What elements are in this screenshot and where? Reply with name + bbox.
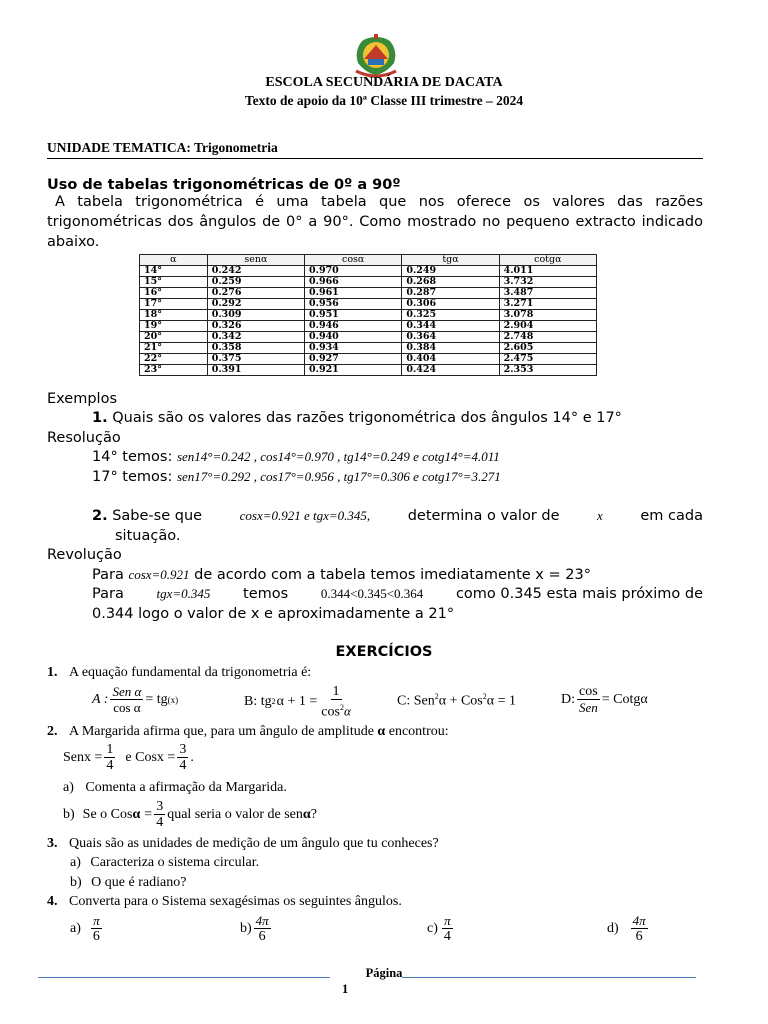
question-mark: ? bbox=[310, 806, 317, 822]
exercise-2a bbox=[63, 780, 287, 796]
table-row bbox=[140, 365, 597, 376]
table-cell: 0.961 bbox=[305, 288, 402, 299]
senx-label: Senx = bbox=[63, 749, 103, 765]
table-cell: 2.605 bbox=[499, 343, 596, 354]
table-cell: 0.966 bbox=[305, 277, 402, 288]
option-c-sup-2: 2 bbox=[482, 692, 487, 701]
header-cell: tgα bbox=[402, 255, 499, 266]
table-cell: 0.292 bbox=[207, 299, 304, 310]
exercise-2b-text-a: Se o Cos bbox=[82, 806, 133, 822]
example-2-text-c: em cada bbox=[640, 508, 703, 524]
solution-2-text-d: 0.344 logo o valor de x e aproximadamente a 21° bbox=[92, 606, 455, 622]
option-b-den-var: α bbox=[343, 703, 351, 719]
resolution-label: Resolução bbox=[47, 430, 121, 446]
exercise-3-question bbox=[47, 836, 439, 852]
alpha-symbol: α bbox=[377, 724, 386, 739]
table-cell: 17° bbox=[140, 299, 208, 310]
option-d-rhs: = Cotgα bbox=[601, 691, 648, 707]
table-cell: 20° bbox=[140, 332, 208, 343]
school-name: ESCOLA SECUNDÁRIA DE DACATA bbox=[265, 75, 503, 90]
exercise-3b bbox=[70, 875, 186, 891]
exercise-4d-label: d) bbox=[607, 920, 619, 936]
table-cell: 2.748 bbox=[499, 332, 596, 343]
table-cell: 0.946 bbox=[305, 321, 402, 332]
exercise-1-option-d bbox=[561, 684, 648, 715]
unit-title: UNIDADE TEMATICA: Trigonometria bbox=[47, 140, 278, 155]
trig-values-table bbox=[139, 254, 597, 376]
table-row bbox=[140, 310, 597, 321]
table-cell: 2.353 bbox=[499, 365, 596, 376]
exercise-2b-label: b) bbox=[63, 806, 75, 822]
table-cell: 0.358 bbox=[207, 343, 304, 354]
option-a-numerator: Sen α bbox=[112, 684, 142, 699]
option-b-numerator: 1 bbox=[332, 684, 340, 699]
example-1-text: Quais são os valores das razões trigonométrica dos ângulos 14° e 17° bbox=[112, 410, 622, 426]
table-cell: 19° bbox=[140, 321, 208, 332]
exercise-4a-label: a) bbox=[70, 920, 81, 936]
exercise-4b-label: b) bbox=[240, 920, 252, 936]
table-cell: 0.956 bbox=[305, 299, 402, 310]
exercise-2b bbox=[63, 799, 317, 830]
table-cell: 2.475 bbox=[499, 354, 596, 365]
option-b-label: B: tg bbox=[244, 693, 272, 709]
exercise-2b-numerator: 3 bbox=[156, 799, 164, 814]
option-b-sup: 2 bbox=[271, 697, 276, 707]
table-header-row bbox=[140, 255, 597, 266]
header-cell: senα bbox=[207, 255, 304, 266]
table-cell: 0.940 bbox=[305, 332, 402, 343]
option-d-denominator: Sen bbox=[579, 700, 598, 715]
table-cell: 2.904 bbox=[499, 321, 596, 332]
solution-1-math: cosx=0.921 bbox=[128, 567, 190, 582]
table-row bbox=[140, 277, 597, 288]
table-cell: 0.306 bbox=[402, 299, 499, 310]
exercise-2b-text-b: qual seria o valor de sen bbox=[167, 806, 303, 822]
table-cell: 0.326 bbox=[207, 321, 304, 332]
exercise-4c-numerator: π bbox=[444, 913, 451, 928]
exercise-3a-text: Caracteriza o sistema circular. bbox=[90, 855, 260, 870]
table-cell: 0.384 bbox=[402, 343, 499, 354]
solution-line-2 bbox=[92, 584, 703, 604]
option-d-label: D: bbox=[561, 691, 575, 707]
table-cell: 0.249 bbox=[402, 266, 499, 277]
table-cell: 16° bbox=[140, 288, 208, 299]
table-cell: 15° bbox=[140, 277, 208, 288]
table-cell: 0.344 bbox=[402, 321, 499, 332]
table-row bbox=[140, 343, 597, 354]
exercise-4b-numerator: 4π bbox=[255, 913, 269, 928]
table-cell: 21° bbox=[140, 343, 208, 354]
table-cell: 0.276 bbox=[207, 288, 304, 299]
example-2-number: 2. bbox=[92, 508, 108, 524]
examples-label: Exemplos bbox=[47, 391, 118, 407]
table-cell: 3.271 bbox=[499, 299, 596, 310]
exercise-4-text: Converta para o Sistema sexagésimas os seguintes ângulos. bbox=[69, 894, 402, 909]
example-2-text-d: situação. bbox=[115, 528, 181, 544]
exercise-1-option-b bbox=[244, 684, 355, 720]
exercise-3b-label: b) bbox=[70, 875, 82, 890]
exercise-4d bbox=[607, 913, 650, 944]
example-1-question bbox=[92, 408, 622, 428]
option-a-denominator: cos α bbox=[113, 700, 141, 715]
exercise-2-text-a: A Margarida afirma que, para um ângulo de amplitude bbox=[69, 724, 374, 739]
resolution-17-math: sen17°=0.292 , cos17°=0.956 , tg17°=0.306 e cotg17°=3.271 bbox=[176, 469, 501, 484]
exercise-2-values bbox=[63, 742, 194, 773]
table-row bbox=[140, 299, 597, 310]
table-cell: 0.364 bbox=[402, 332, 499, 343]
table-cell: 0.404 bbox=[402, 354, 499, 365]
cosx-denominator: 4 bbox=[179, 758, 187, 773]
option-c-mid: α + Cos bbox=[438, 693, 483, 709]
exercise-4c-denominator: 4 bbox=[443, 929, 451, 944]
exercise-4a-numerator: π bbox=[93, 913, 100, 928]
header-cell: cosα bbox=[305, 255, 402, 266]
exercise-4d-numerator: 4π bbox=[632, 913, 646, 928]
footer-line-left bbox=[38, 977, 330, 978]
exercise-4c-label: c) bbox=[427, 920, 438, 936]
option-c-sup-1: 2 bbox=[434, 692, 439, 701]
table-cell: 0.951 bbox=[305, 310, 402, 321]
option-b-mid: α + 1 = bbox=[276, 693, 318, 709]
option-c-end: α = 1 bbox=[486, 693, 516, 709]
solution-2-inequality: 0.344<0.345<0.364 bbox=[320, 586, 424, 601]
table-cell: 22° bbox=[140, 354, 208, 365]
exercise-2-text-b: encontrou: bbox=[388, 724, 449, 739]
intro-text: A tabela trigonométrica é uma tabela que nos oferece os valores das razões trigonométricas dos ângulos de 0° a 90°. Como mostrado no pequeno extracto indicado abaixo. bbox=[47, 194, 703, 250]
resolution-14-math: sen14°=0.242 , cos14°=0.970 , tg14°=0.249 e cotg14°=4.011 bbox=[176, 449, 500, 464]
exercises-title: EXERCÍCIOS bbox=[335, 644, 433, 660]
solution-1-text-b: de acordo com a tabela temos imediatamente x = 23° bbox=[194, 567, 591, 583]
exercise-2a-text: Comenta a afirmação da Margarida. bbox=[85, 780, 287, 795]
exercise-2-question bbox=[47, 724, 449, 740]
exercise-3a-label: a) bbox=[70, 855, 81, 870]
table-cell: 0.970 bbox=[305, 266, 402, 277]
exercise-4c bbox=[427, 913, 455, 944]
resolution-17-label: 17° temos: bbox=[92, 469, 173, 485]
table-cell: 3.487 bbox=[499, 288, 596, 299]
page-footer bbox=[320, 965, 448, 997]
alpha-symbol: α bbox=[302, 806, 311, 822]
option-a-label: A : bbox=[92, 691, 109, 707]
document-subtitle: Texto de apoio da 10ª Classe III trimestre – 2024 bbox=[244, 93, 524, 108]
solution-2-text-b: temos bbox=[243, 586, 289, 602]
option-c-label: C: Sen bbox=[397, 693, 435, 709]
option-b-denominator: cos bbox=[321, 704, 340, 720]
table-row bbox=[140, 288, 597, 299]
example-2-text-a: Sabe-se que bbox=[112, 508, 203, 524]
solution-2-text-a: Para bbox=[92, 586, 124, 602]
exercise-4-question bbox=[47, 894, 402, 910]
solution-2-math: tgx=0.345 bbox=[156, 586, 211, 601]
exercise-4a-denominator: 6 bbox=[92, 929, 100, 944]
table-cell: 0.309 bbox=[207, 310, 304, 321]
table-cell: 18° bbox=[140, 310, 208, 321]
exercise-1-text: A equação fundamental da trigonometria é: bbox=[69, 665, 312, 680]
example-2-text-b: determina o valor de bbox=[407, 508, 560, 524]
page-number: 1 bbox=[342, 982, 349, 996]
table-cell: 0.259 bbox=[207, 277, 304, 288]
exercise-1-question bbox=[47, 665, 311, 681]
table-cell: 0.342 bbox=[207, 332, 304, 343]
resolution-line-17 bbox=[92, 467, 501, 487]
page-label: Página bbox=[365, 966, 403, 980]
table-row bbox=[140, 332, 597, 343]
table-cell: 0.325 bbox=[402, 310, 499, 321]
cosx-label: e Cosx = bbox=[125, 749, 176, 765]
horizontal-divider bbox=[47, 158, 703, 159]
table-cell: 4.011 bbox=[499, 266, 596, 277]
solution-line-1 bbox=[92, 565, 591, 585]
exercise-1-option-a bbox=[92, 684, 178, 715]
exercise-3b-text: O que é radiano? bbox=[91, 875, 187, 890]
exercise-1-number: 1. bbox=[47, 665, 58, 680]
table-cell: 23° bbox=[140, 365, 208, 376]
option-a-subscript: (x) bbox=[167, 694, 179, 705]
header-cell: cotgα bbox=[499, 255, 596, 266]
table-cell: 0.242 bbox=[207, 266, 304, 277]
table-cell: 3.078 bbox=[499, 310, 596, 321]
header-cell: α bbox=[140, 255, 208, 266]
exercise-2a-label: a) bbox=[63, 780, 74, 795]
table-row bbox=[140, 321, 597, 332]
table-cell: 3.732 bbox=[499, 277, 596, 288]
example-2-var: x bbox=[597, 508, 603, 523]
intro-paragraph bbox=[47, 192, 703, 252]
table-row bbox=[140, 354, 597, 365]
table-cell: 0.921 bbox=[305, 365, 402, 376]
exercise-2b-equals: = bbox=[144, 806, 153, 822]
exercise-3-text: Quais são as unidades de medição de um ângulo que tu conheces? bbox=[69, 836, 439, 851]
table-cell: 0.927 bbox=[305, 354, 402, 365]
example-2-question bbox=[92, 506, 703, 526]
senx-numerator: 1 bbox=[106, 742, 114, 757]
exercise-4b bbox=[240, 913, 273, 944]
revolution-label: Revolução bbox=[47, 547, 122, 563]
example-1-number: 1. bbox=[92, 410, 108, 426]
table-cell: 0.375 bbox=[207, 354, 304, 365]
exercise-3a bbox=[70, 855, 259, 871]
alpha-symbol: α bbox=[132, 806, 141, 822]
exercise-4b-denominator: 6 bbox=[258, 929, 266, 944]
coat-of-arms-emblem bbox=[350, 33, 402, 81]
table-cell: 14° bbox=[140, 266, 208, 277]
exercise-4-number: 4. bbox=[47, 894, 58, 909]
table-cell: 0.287 bbox=[402, 288, 499, 299]
solution-1-text-a: Para bbox=[92, 567, 124, 583]
senx-denominator: 4 bbox=[106, 758, 114, 773]
exercise-4a bbox=[70, 913, 104, 944]
example-2-math: cosx=0.921 e tgx=0.345, bbox=[239, 508, 371, 523]
table-cell: 0.268 bbox=[402, 277, 499, 288]
table-cell: 0.424 bbox=[402, 365, 499, 376]
exercise-2b-denominator: 4 bbox=[156, 815, 164, 830]
solution-2-text-c: como 0.345 esta mais próximo de bbox=[455, 586, 703, 602]
option-d-numerator: cos bbox=[579, 684, 598, 699]
exercise-1-option-c bbox=[397, 692, 516, 710]
section-heading: Uso de tabelas trigonométricas de 0º a 90º bbox=[47, 177, 401, 193]
exercise-3-number: 3. bbox=[47, 836, 58, 851]
exercise-4d-denominator: 6 bbox=[635, 929, 643, 944]
resolution-line-14 bbox=[92, 447, 500, 467]
table-row bbox=[140, 266, 597, 277]
period: . bbox=[190, 749, 194, 765]
cosx-numerator: 3 bbox=[179, 742, 187, 757]
option-a-rhs: = tg bbox=[145, 691, 168, 707]
option-b-den-sup: 2 bbox=[339, 703, 344, 712]
table-cell: 0.934 bbox=[305, 343, 402, 354]
resolution-14-label: 14° temos: bbox=[92, 449, 173, 465]
table-cell: 0.391 bbox=[207, 365, 304, 376]
exercise-2-number: 2. bbox=[47, 724, 58, 739]
